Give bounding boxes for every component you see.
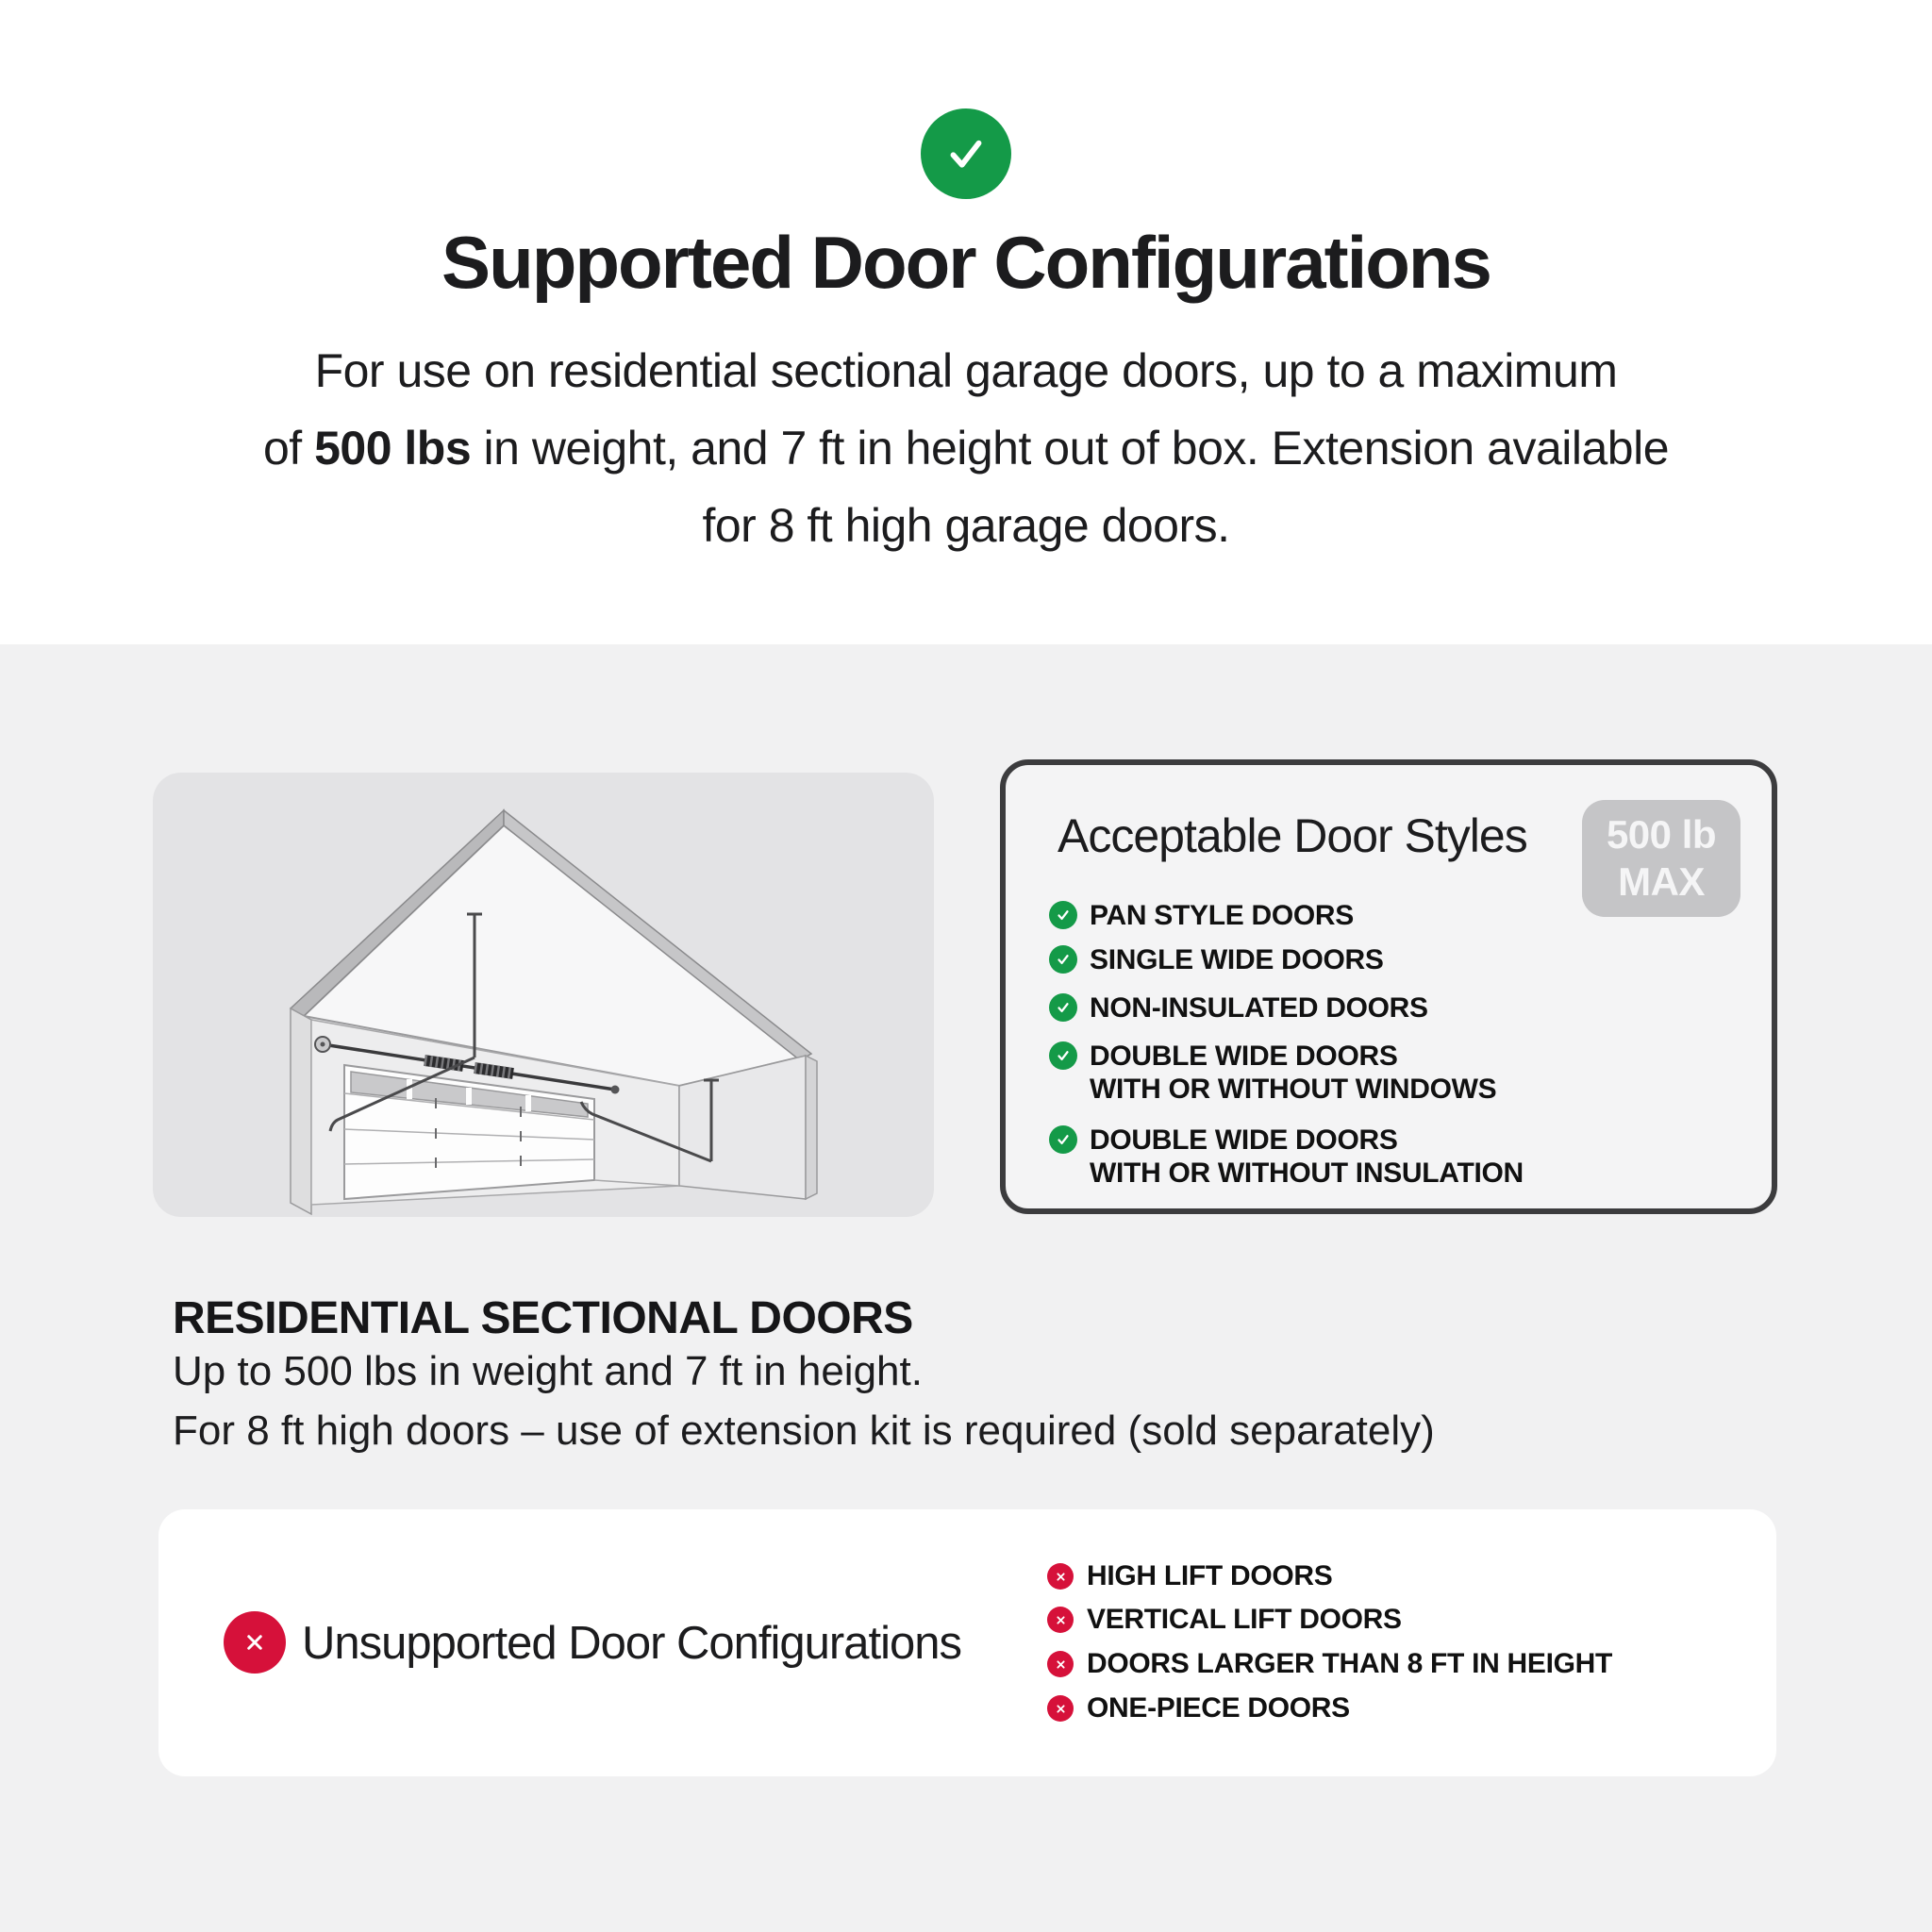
weight-badge-value: 500 lb bbox=[1606, 812, 1717, 857]
acceptable-item-label: PAN STYLE DOORS bbox=[1090, 900, 1354, 931]
x-circle-icon bbox=[1047, 1695, 1074, 1722]
unsupported-item bbox=[1047, 1560, 1333, 1591]
intro-line1: For use on residential sectional garage doors, up to a maximum bbox=[314, 344, 1618, 397]
acceptable-item bbox=[1049, 1124, 1524, 1190]
acceptable-item bbox=[1049, 899, 1354, 932]
acceptable-item-label: DOUBLE WIDE DOORS WITH OR WITHOUT INSULATION bbox=[1090, 1124, 1524, 1189]
unsupported-item bbox=[1047, 1648, 1613, 1679]
weight-badge-max: MAX bbox=[1618, 859, 1705, 904]
unsupported-item-label: VERTICAL LIFT DOORS bbox=[1087, 1604, 1402, 1635]
check-circle-icon bbox=[1049, 901, 1077, 929]
check-circle-icon bbox=[921, 108, 1011, 199]
intro-line2-pre: of bbox=[262, 422, 315, 475]
acceptable-item bbox=[1049, 991, 1428, 1024]
unsupported-item-label: HIGH LIFT DOORS bbox=[1087, 1560, 1333, 1591]
acceptable-item bbox=[1049, 1040, 1496, 1106]
residential-heading: RESIDENTIAL SECTIONAL DOORS bbox=[173, 1293, 913, 1343]
intro-paragraph bbox=[0, 332, 1932, 564]
acceptable-box-title: Acceptable Door Styles bbox=[1058, 809, 1527, 862]
acceptable-item-label: DOUBLE WIDE DOORS WITH OR WITHOUT WINDOWS bbox=[1090, 1041, 1497, 1105]
x-circle-icon bbox=[1047, 1563, 1074, 1590]
x-circle-icon bbox=[224, 1611, 286, 1674]
acceptable-item-label: SINGLE WIDE DOORS bbox=[1090, 944, 1384, 975]
unsupported-item-label: ONE-PIECE DOORS bbox=[1087, 1692, 1350, 1724]
check-circle-icon bbox=[1049, 993, 1077, 1022]
checkmark-glyph bbox=[941, 128, 991, 179]
intro-line3: for 8 ft high garage doors. bbox=[702, 499, 1230, 552]
unsupported-title: Unsupported Door Configurations bbox=[302, 1618, 961, 1669]
unsupported-item bbox=[1047, 1692, 1350, 1724]
unsupported-configurations-card bbox=[158, 1509, 1776, 1776]
garage-sectional-door-illustration bbox=[153, 773, 934, 1217]
acceptable-item-label: NON-INSULATED DOORS bbox=[1090, 992, 1428, 1024]
residential-line1: Up to 500 lbs in weight and 7 ft in height. bbox=[173, 1348, 923, 1394]
x-circle-icon bbox=[1047, 1607, 1074, 1633]
intro-weight-bold: 500 lbs bbox=[314, 422, 472, 475]
residential-line2: For 8 ft high doors – use of extension kit is required (sold separately) bbox=[173, 1407, 1435, 1454]
intro-line2-rest: in weight, and 7 ft in height out of box. Extension available bbox=[471, 422, 1669, 475]
check-circle-icon bbox=[1049, 1125, 1077, 1154]
acceptable-door-styles-box bbox=[1000, 759, 1777, 1214]
check-circle-icon bbox=[1049, 945, 1077, 974]
check-circle-icon bbox=[1049, 1041, 1077, 1070]
x-circle-icon bbox=[1047, 1651, 1074, 1677]
weight-max-badge bbox=[1582, 800, 1740, 917]
garage-illustration-card bbox=[153, 773, 934, 1217]
page-title: Supported Door Configurations bbox=[441, 221, 1491, 304]
unsupported-item bbox=[1047, 1604, 1402, 1635]
unsupported-item-label: DOORS LARGER THAN 8 FT IN HEIGHT bbox=[1087, 1648, 1613, 1679]
acceptable-item bbox=[1049, 943, 1384, 976]
